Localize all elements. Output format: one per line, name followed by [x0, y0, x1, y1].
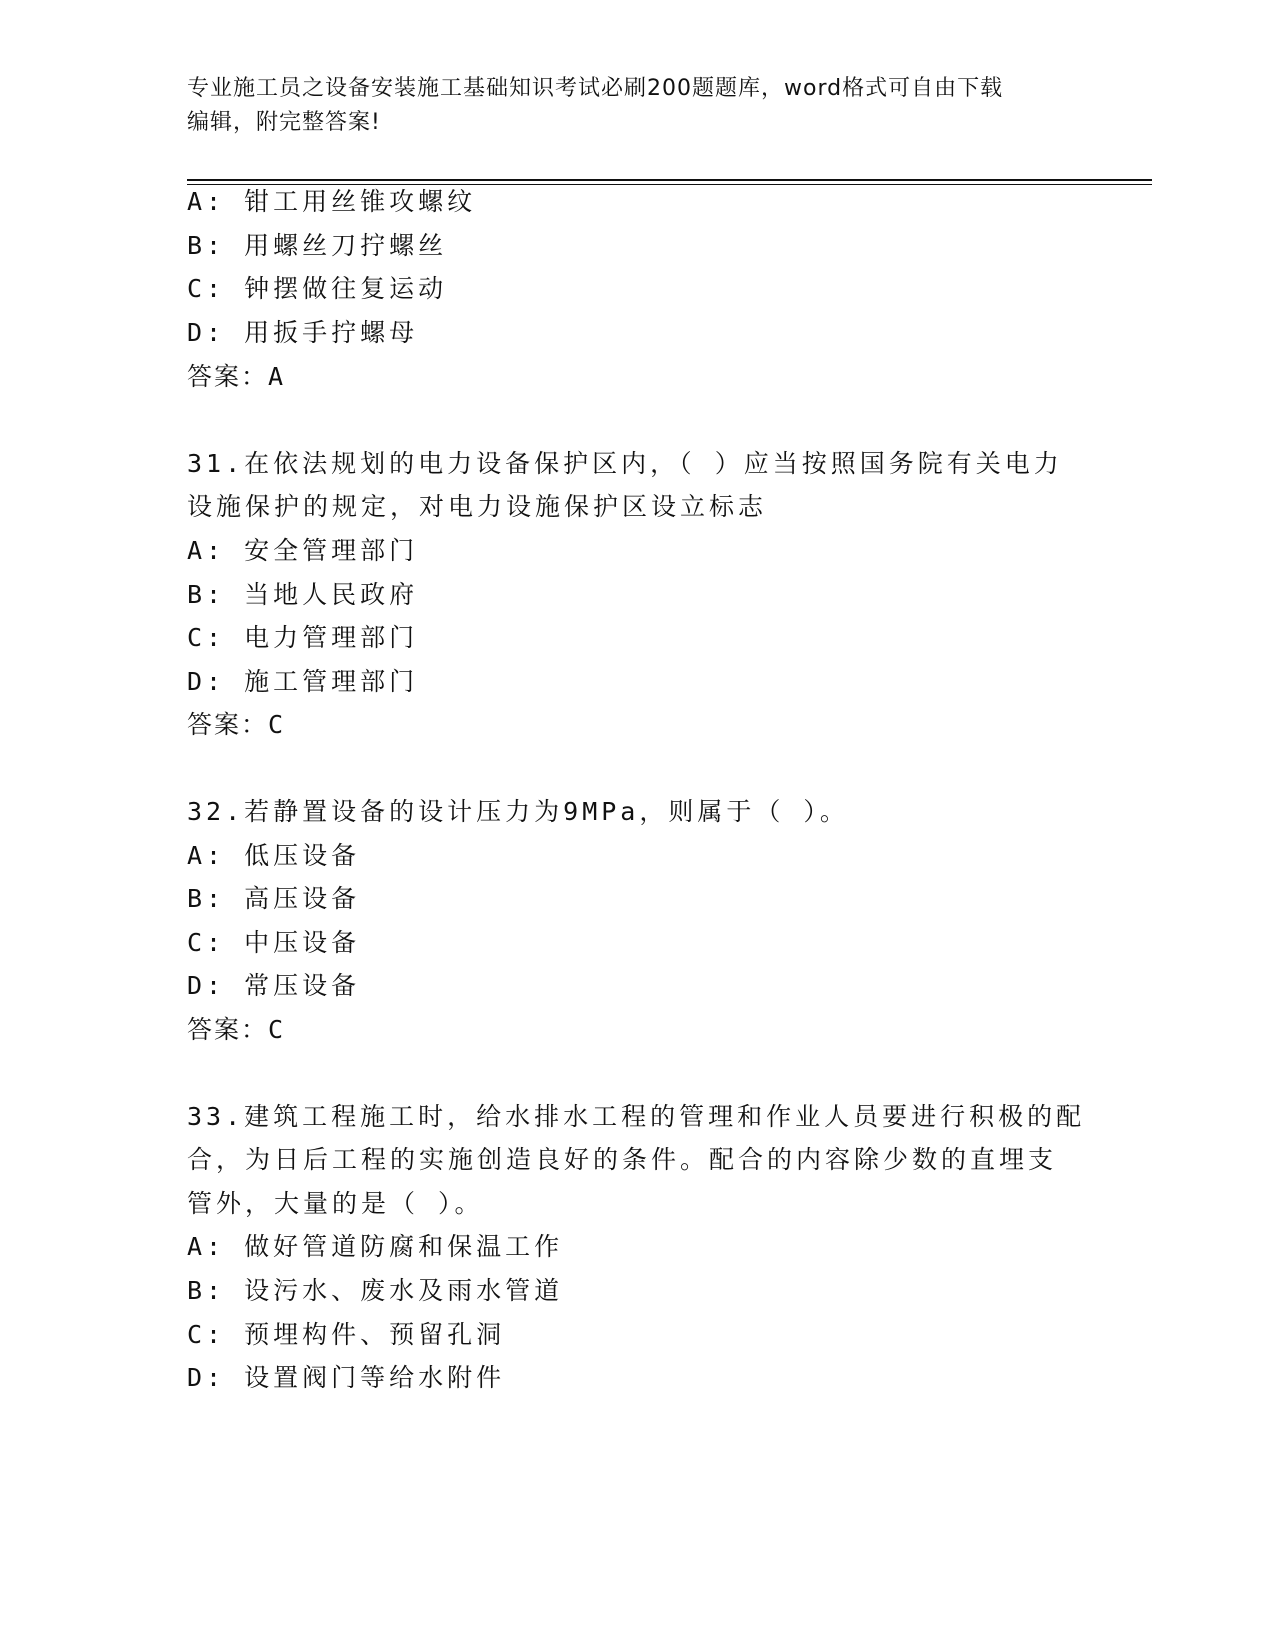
q32-option-a: A: 低压设备 — [187, 841, 361, 870]
q32-stem-line-1: 32.若静置设备的设计压力为9MPa，则属于（ ）。 — [187, 797, 849, 826]
q32-answer: 答案：C — [187, 1015, 286, 1044]
q33-stem-line-2: 合，为日后工程的实施创造良好的条件。配合的内容除少数的直埋支 — [187, 1145, 1058, 1174]
prev-option-c: C: 钟摆做往复运动 — [187, 274, 448, 303]
q32-option-c: C: 中压设备 — [187, 928, 361, 957]
prev-option-d: D: 用扳手拧螺母 — [187, 318, 419, 347]
q31-option-d: D: 施工管理部门 — [187, 667, 419, 696]
q31-answer: 答案：C — [187, 710, 286, 739]
q33-stem-line-3: 管外，大量的是（ ）。 — [187, 1189, 484, 1218]
header-line-2: 编辑，附完整答案! — [187, 110, 381, 135]
q33-option-a: A: 做好管道防腐和保温工作 — [187, 1232, 564, 1261]
prev-option-b: B: 用螺丝刀拧螺丝 — [187, 231, 448, 260]
header-divider-thin — [187, 184, 1152, 185]
q33-option-b: B: 设污水、废水及雨水管道 — [187, 1276, 564, 1305]
q33-option-d: D: 设置阀门等给水附件 — [187, 1363, 506, 1392]
prev-answer: 答案：A — [187, 362, 286, 391]
q33-option-c: C: 预埋构件、预留孔洞 — [187, 1320, 506, 1349]
document-header — [187, 72, 1077, 140]
q31-stem-line-1: 31.在依法规划的电力设备保护区内，（ ）应当按照国务院有关电力 — [187, 449, 1063, 478]
header-line-1: 专业施工员之设备安装施工基础知识考试必刷200题题库，word格式可自由下载 — [187, 76, 1004, 101]
q31-option-a: A: 安全管理部门 — [187, 536, 419, 565]
q31-option-b: B: 当地人民政府 — [187, 580, 419, 609]
q31-option-c: C: 电力管理部门 — [187, 623, 419, 652]
prev-option-a: A: 钳工用丝锥攻螺纹 — [187, 187, 477, 216]
header-divider-thick — [187, 179, 1152, 181]
q32-option-b: B: 高压设备 — [187, 884, 361, 913]
q33-stem-line-1: 33.建筑工程施工时，给水排水工程的管理和作业人员要进行积极的配 — [187, 1102, 1086, 1131]
q32-option-d: D: 常压设备 — [187, 971, 361, 1000]
q31-stem-line-2: 设施保护的规定，对电力设施保护区设立标志 — [187, 492, 768, 521]
